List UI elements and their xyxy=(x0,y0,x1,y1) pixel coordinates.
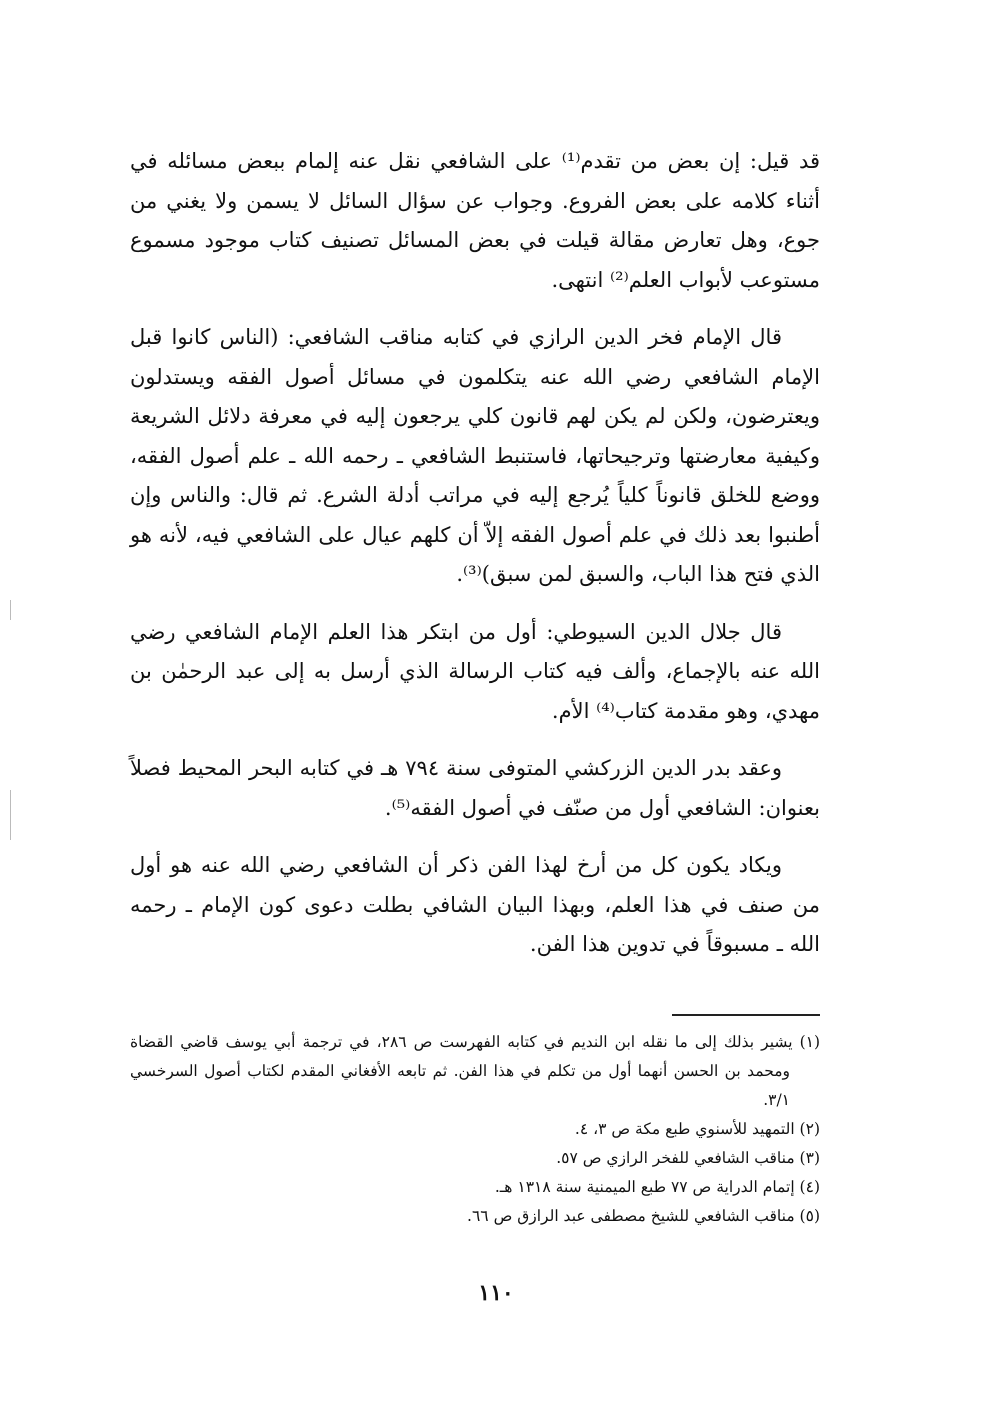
footnote-divider xyxy=(672,1014,820,1016)
footnote-2: (٢) التمهيد للأسنوي طبع مكة ص ٣، ٤. xyxy=(574,1120,820,1138)
scan-edge-mark xyxy=(10,600,11,620)
paragraph-3: قال جلال الدين السيوطي: أول من ابتكر هذا العلم الإمام الشافعي رضي الله عنه بالإجماع، وألف فيه كتاب الرسالة الذي أرسل به إلى عبد الرحمٰن بن مهدي، وهو مقدمة كتاب⁽⁴⁾ الأم. xyxy=(130,619,820,723)
scan-edge-mark xyxy=(10,790,11,840)
paragraph-1: قد قيل: إن بعض من تقدم⁽¹⁾ على الشافعي نقل عنه إلمام ببعض مسائله في أثناء كلامه على بعض الفروع. وجواب عن سؤال السائل لا يسمن ولا يغني من جوع، وهل تعارض مقالة قيلت في بعض المسائل تصنيف كتاب موجود مسموع مستوعب لأبواب العلم⁽²⁾ انتهى. xyxy=(130,149,821,292)
footnote-4: (٤) إتمام الدراية ص ٧٧ طبع الميمنية سنة ١٣١٨ هـ. xyxy=(494,1178,820,1196)
footnote-1: (١) يشير بذلك إلى ما نقله ابن النديم في كتابه الفهرست ص ٢٨٦، في ترجمة أبي يوسف قاضي القضاة ومحمد بن الحسن أنهما أول من تكلم في هذا الفن. ثم تابعه الأفغاني المقدم لكتاب أصول السرخسي ٣/١. xyxy=(130,1033,821,1109)
page-number: ١١٠ xyxy=(478,1280,514,1306)
main-text xyxy=(130,142,820,983)
paragraph-5: ويكاد يكون كل من أرخ لهذا الفن ذكر أن الشافعي رضي الله عنه هو أول من صنف في هذا العلم، وبهذا البيان الشافي بطلت دعوى كون الإمام ـ رحمه الله ـ مسبوقاً في تدوين هذا الفن. xyxy=(130,853,820,956)
footnote-3: (٣) مناقب الشافعي للفخر الرازي ص ٥٧. xyxy=(556,1149,820,1167)
footnotes xyxy=(130,1028,820,1231)
paragraph-4: وعقد بدر الدين الزركشي المتوفى سنة ٧٩٤ هـ في كتابه البحر المحيط فصلاً بعنوان: الشافعي أول من صنّف في أصول الفقه⁽⁵⁾. xyxy=(130,756,820,820)
paragraph-2: قال الإمام فخر الدين الرازي في كتابه مناقب الشافعي: (الناس كانوا قبل الإمام الشافعي رضي الله عنه يتكلمون في مسائل أصول الفقه ويستدلون ويعترضون، ولكن لم يكن لهم قانون كلي يرجعون إليه في معرفة دلائل الشريعة وكيفية معارضتها وترجيحاتها، فاستنبط الشافعي ـ رحمه الله ـ علم أصول الفقه، ووضع للخلق قانوناً كلياً يُرجع إليه في مراتب أدلة الشرع. ثم قال: والناس وإن أطنبوا بعد ذلك في علم أصول الفقه إلاّ أن كلهم عيال على الشافعي فيه، لأنه هو الذي فتح هذا الباب، والسبق لمن سبق)⁽³⁾. xyxy=(130,325,820,586)
footnote-5: (٥) مناقب الشافعي للشيخ مصطفى عبد الرازق ص ٦٦. xyxy=(467,1207,820,1225)
